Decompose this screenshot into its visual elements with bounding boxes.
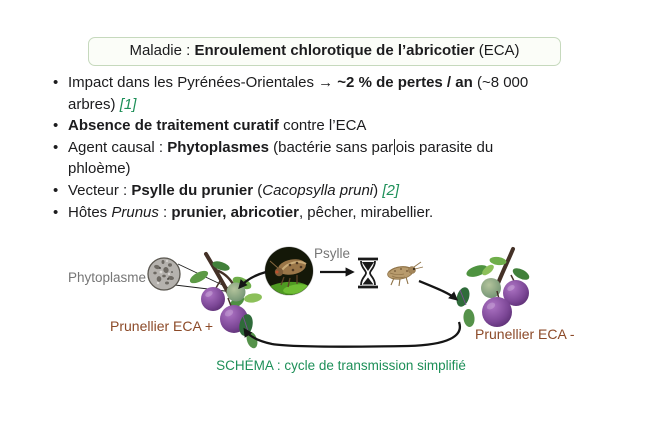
text-segment: Hôtes bbox=[68, 203, 112, 221]
text-segment: Absence de traitement curatif bbox=[68, 117, 279, 135]
infected-plant-label: Prunellier ECA + bbox=[110, 318, 214, 334]
psylle-photo bbox=[262, 247, 313, 304]
text-segment: Psylle du prunier bbox=[131, 181, 254, 199]
text-segment: prunier, abricotier bbox=[171, 203, 299, 221]
psylle-insect-drawing bbox=[387, 262, 423, 286]
psylle-label: Psylle bbox=[314, 246, 351, 261]
text-segment: ( bbox=[253, 181, 263, 199]
text-segment: (bactérie sans par bbox=[268, 138, 394, 156]
healthy-plant-illustration bbox=[454, 249, 531, 328]
phytoplasme-micrograph-icon bbox=[148, 258, 180, 290]
text-segment: Impact dans les Pyrénées-Orientales → bbox=[68, 74, 338, 91]
phytoplasme-label: Phytoplasme bbox=[68, 270, 147, 285]
text-segment: (~8 000 bbox=[472, 74, 529, 91]
text-segment: Prunus bbox=[111, 203, 159, 221]
hourglass-icon bbox=[358, 259, 378, 287]
text-segment: phloème) bbox=[68, 160, 131, 178]
text-segment: ) bbox=[373, 181, 383, 199]
arrow-healthy-plant-return-to-infected-plant bbox=[245, 322, 460, 347]
text-segment: (ECA) bbox=[474, 42, 520, 59]
text-segment: Maladie : bbox=[129, 42, 195, 59]
diagram-caption: SCHÉMA : cycle de transmission simplifié bbox=[216, 358, 466, 373]
arrow-insect-to-healthy-plant bbox=[419, 281, 456, 299]
citation-ref[interactable]: [1] bbox=[119, 95, 137, 113]
text-segment: Agent causal : bbox=[68, 138, 168, 156]
citation-ref[interactable]: [2] bbox=[382, 181, 399, 199]
text-segment: ois parasite du bbox=[395, 138, 494, 156]
text-segment: arbres) bbox=[68, 95, 120, 113]
healthy-plant-label: Prunellier ECA - bbox=[475, 326, 575, 342]
text-segment: Phytoplasmes bbox=[167, 138, 269, 156]
text-segment: Enroulement chlorotique de l’abricotier bbox=[194, 42, 475, 59]
text-segment: ~2 % de pertes / an bbox=[337, 74, 473, 91]
text-segment: , pêcher, mirabellier. bbox=[298, 203, 434, 221]
text-segment: Cacopsylla pruni bbox=[262, 181, 374, 199]
text-segment: : bbox=[158, 203, 172, 221]
text-segment: Vecteur : bbox=[68, 181, 132, 199]
text-segment: contre l’ECA bbox=[278, 117, 367, 135]
